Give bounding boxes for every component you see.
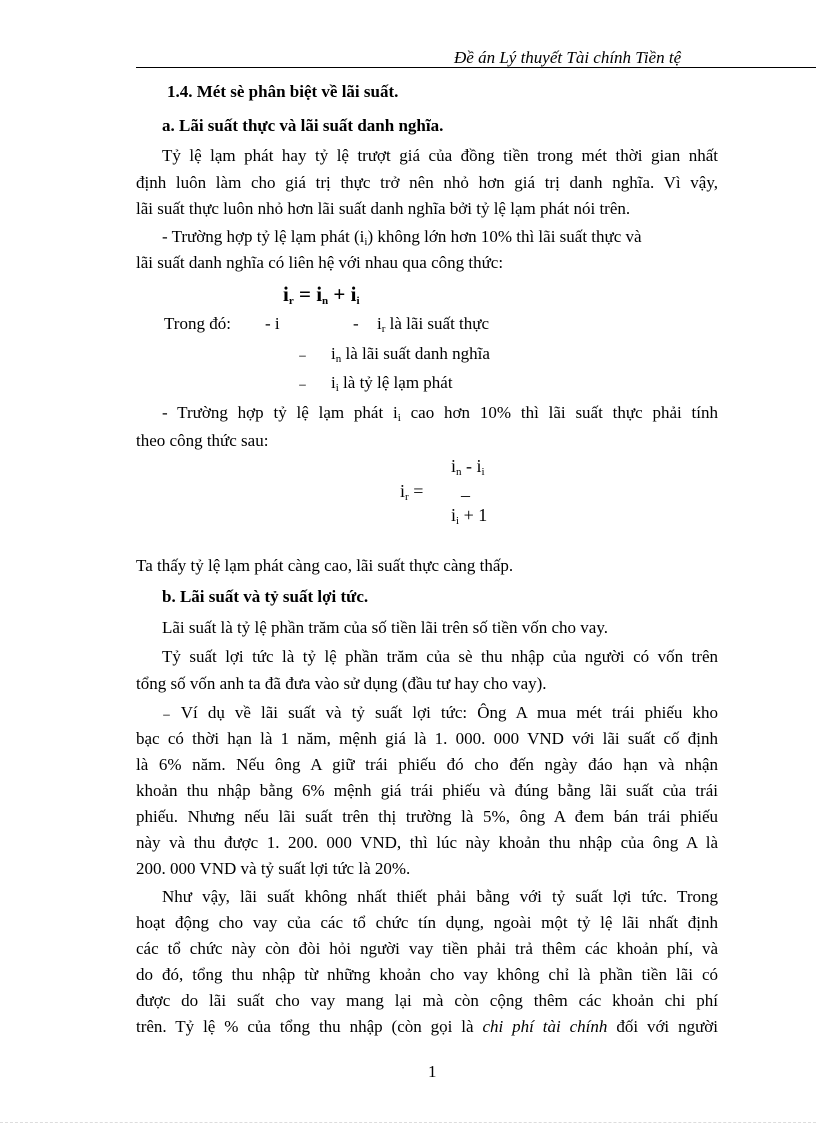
italic-term: chi phí tài chính [482, 1017, 608, 1036]
para7-line4: khoản thu nhập bằng 6% mệnh giá trái phiếu và đúng bằng lãi suất của trái [136, 781, 718, 800]
where-bullet-in: ₋ [298, 344, 307, 363]
para7-line3: là 6% năm. Nếu ông A giữ trái phiếu đó cho đến ngày đáo hạn và nhận [136, 755, 718, 774]
para1-line1: Tỷ lệ lạm phát hay tỷ lệ trượt giá của đồng tiền trong mét thời gian nhất [162, 146, 718, 165]
para6-line1: Tỷ suất lợi tức là tỷ lệ phần trăm của sè thu nhập của người có vốn trên [162, 647, 718, 666]
where-bullet-ii: ₋ [298, 373, 307, 392]
para8-line6: trên. Tỷ lệ % của tổng thu nhập (còn gọi là chi phí tài chính đối với người [136, 1017, 718, 1036]
where-ii: $i_i$ là tỷ lệ lạm phát [331, 373, 453, 394]
para6-line2: tổng số vốn anh ta đã đưa vào sử dụng (đầu tư hay cho vay). [136, 674, 547, 693]
where-in: $i_n$ là lãi suất danh nghĩa [331, 344, 490, 365]
para8-line3: các tổ chức này còn đòi hỏi người vay tiền phải trả thêm các khoản phí, và [136, 939, 718, 958]
para3-line1: - Trường hợp tỷ lệ lạm phát $i_i$ cao hơn 10% thì lãi suất thực phải tính [162, 403, 718, 424]
para7-line5: phiếu. Nhưng nếu lãi suất trên thị trường là 5%, ông A đem bán trái phiếu [136, 807, 718, 826]
para4: Ta thấy tỷ lệ lạm phát càng cao, lãi suất thực càng thấp. [136, 556, 514, 575]
para8-line4: do đó, tổng thu nhập từ những khoản cho vay không chỉ là phần tiền lãi có [136, 965, 718, 984]
para5: Lãi suất là tỷ lệ phần trăm của số tiền lãi trên số tiền vốn cho vay. [162, 618, 608, 637]
formula2-fraction-bar: – [461, 485, 470, 505]
para1-line2: định luôn làm cho giá trị thực trở nên nhỏ hơn giá trị danh nghĩa. Vì vậy, [136, 173, 718, 192]
subsection-a-title: a. Lãi suất thực và lãi suất danh nghĩa. [162, 116, 444, 135]
para7-line7: 200. 000 VND và tỷ suất lợi tức là 20%. [136, 859, 411, 878]
para7-line2: bạc có thời hạn là 1 năm, mệnh giá là 1. 000. 000 VND với lãi suất cố định [136, 729, 718, 748]
section-title: 1.4. Mét sè phân biệt về lãi suất. [167, 82, 399, 101]
para7-line6: này và thu được 1. 200. 000 VND, thì lúc này khoản thu nhập của ông A là [136, 833, 718, 852]
where-label: Trong đó: [164, 314, 231, 333]
running-header: Đề án Lý thuyết Tài chính Tiền tệ [454, 48, 682, 67]
formula2-lhs: $i_r$ = [400, 481, 424, 503]
formula-fisher-simple: $i_r = i_n + i_i$ [283, 282, 360, 307]
subsection-b-title: b. Lãi suất và tỷ suất lợi tức. [162, 587, 369, 606]
para8-line1: Như vậy, lãi suất không nhất thiết phải bằng với tỷ suất lợi tức. Trong [162, 887, 718, 906]
where-dash: - [353, 314, 359, 333]
header-rule [136, 67, 816, 68]
where-dash-i: - i [265, 314, 280, 333]
para7-line1: ₋ Ví dụ về lãi suất và tỷ suất lợi tức: Ông A mua mét trái phiếu kho [162, 703, 718, 722]
where-ir: $i_r$ là lãi suất thực [377, 314, 490, 335]
para8-line2: hoạt động cho vay của các tổ chức tín dụng, ngoài một tỷ lệ lãi nhất định [136, 913, 718, 932]
page-number: 1 [428, 1062, 437, 1081]
para3-line2: theo công thức sau: [136, 431, 269, 450]
para1-line3: lãi suất thực luôn nhỏ hơn lãi suất danh nghĩa bởi tỷ lệ lạm phát nói trên. [136, 199, 631, 218]
para2-line2: lãi suất danh nghĩa có liên hệ với nhau qua công thức: [136, 253, 504, 272]
formula2-denominator: $i_i + 1$ [451, 505, 488, 527]
formula2-numerator: $i_n - i_i$ [451, 456, 485, 478]
para2-line1: - Trường hợp tỷ lệ lạm phát $(i_i)$ không lớn hơn 10% thì lãi suất thực và [162, 227, 642, 248]
para8-line5: được do lãi suất cho vay mang lại mà còn cộng thêm các khoản chi phí [136, 991, 718, 1010]
